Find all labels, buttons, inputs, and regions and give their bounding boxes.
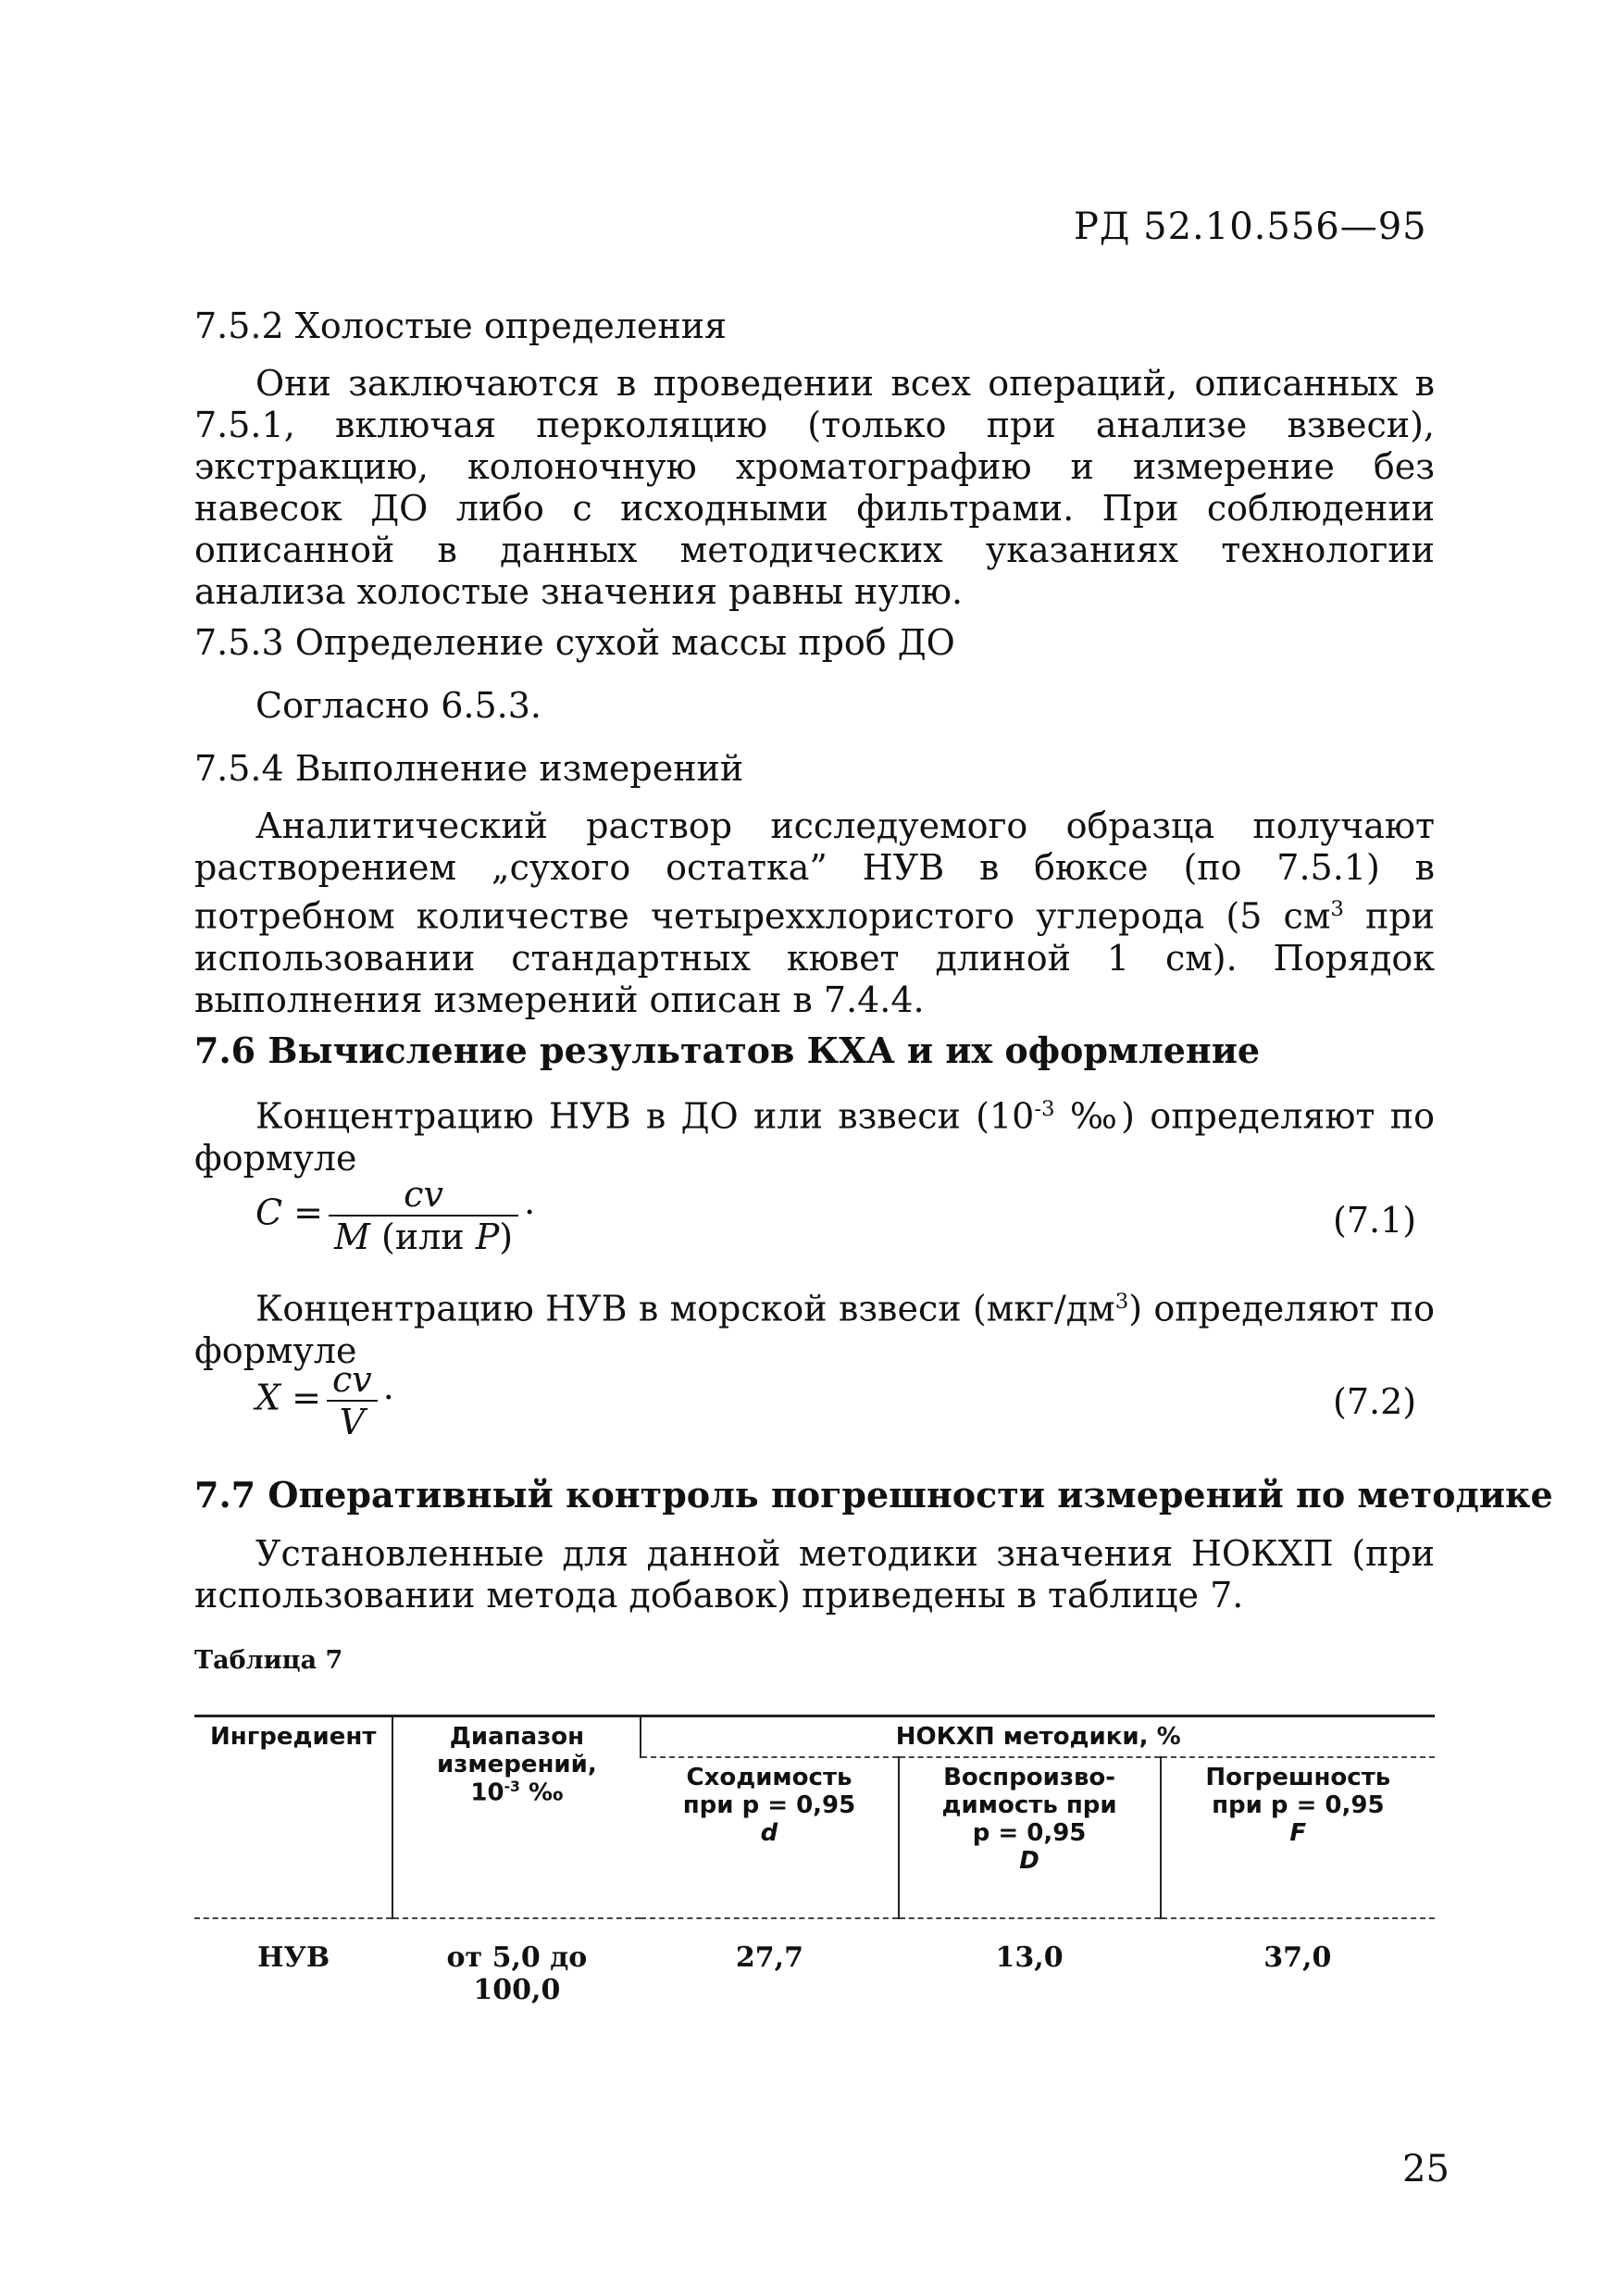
formula-7-2-numerator: cv — [327, 1359, 378, 1402]
formula-7-2-number: (7.2) — [1333, 1381, 1417, 1422]
section-7-5-3-title: 7.5.3 Определение сухой массы проб ДО — [194, 622, 955, 663]
section-7-7-title: 7.7 Оперативный контроль погрешности измерений по методике — [194, 1474, 1553, 1516]
formula-7-2: X = $\frac{cv}{V}$ · — [255, 1359, 394, 1442]
header-reproducibility: Воспроизво- димость при p = 0,95 D — [899, 1757, 1161, 1918]
cell-range: от 5,0 до 100,0 — [392, 1918, 641, 2012]
cell-reproducibility: 13,0 — [899, 1918, 1161, 2012]
formula-7-1-denominator: M (или P) — [334, 1217, 514, 1257]
header-error: Погрешность при p = 0,95 F — [1161, 1757, 1435, 1918]
formula-7-2-denominator: V — [339, 1402, 366, 1442]
header-range: Диапазон измерений, $10^{-3}$ ‰ — [392, 1716, 641, 1919]
section-7-7-text: Установленные для данной методики значения НОКХП (при использовании метода добавок) приведены в таблице 7. — [194, 1533, 1435, 1616]
formula-7-1: C = $\frac{cv}{\text{M (или P)}}$ · — [255, 1174, 536, 1257]
section-7-5-2-title: 7.5.2 Холостые определения — [194, 306, 727, 346]
header-ingredient: Ингредиент — [194, 1716, 392, 1919]
header-convergence: Сходимость при p = 0,95 d — [641, 1757, 898, 1918]
section-7-6-paragraph-1: Концентрацию НУВ в ДО или взвеси ($10^{-3}$ ‰) определяют по формуле — [194, 1095, 1435, 1179]
section-7-6-paragraph-2: Концентрацию НУВ в морской взвеси $(мкг/дм^3)$ определяют по формуле — [194, 1288, 1436, 1371]
table-7-caption: Таблица 7 — [194, 1646, 343, 1675]
section-7-6-title: 7.6 Вычисление результатов КХА и их оформление — [194, 1029, 1261, 1071]
section-7-5-3-text: Согласно 6.5.3. — [255, 685, 541, 726]
page-number: 25 — [1402, 2148, 1450, 2190]
section-7-5-4-text: Аналитический раствор исследуемого образца получают растворением „сухого остатка” НУВ в бюксе (по 7.5.1) в потребном количестве четыреххлористого углерода (5 $см^3$ при использовании стандартных кювет длиной 1 см). Порядок выполнения измерений описан в 7.4.4. — [194, 805, 1436, 1020]
document-code: РД 52.10.556—95 — [1074, 206, 1427, 248]
table-row — [194, 1918, 1435, 2012]
formula-7-1-number: (7.1) — [1333, 1200, 1417, 1241]
section-7-5-2-text: Они заключаются в проведении всех операций, описанных в 7.5.1, включая перколяцию (только при анализе взвеси), экстракцию, колоночную хроматографию и измерение без навесок ДО либо с исходными фильтрами. При соблюдении описанной в данных методических указаниях технологии анализа холостые значения равны нулю. — [194, 363, 1435, 612]
table-7 — [194, 1715, 1435, 2012]
formula-7-1-numerator: cv — [329, 1174, 518, 1217]
cell-ingredient: НУВ — [194, 1918, 392, 2012]
header-nokhp-group: НОКХП методики, % — [641, 1716, 1435, 1758]
cell-convergence: 27,7 — [641, 1918, 898, 2012]
section-7-5-4-title: 7.5.4 Выполнение измерений — [194, 748, 744, 789]
cell-error: 37,0 — [1161, 1918, 1435, 2012]
